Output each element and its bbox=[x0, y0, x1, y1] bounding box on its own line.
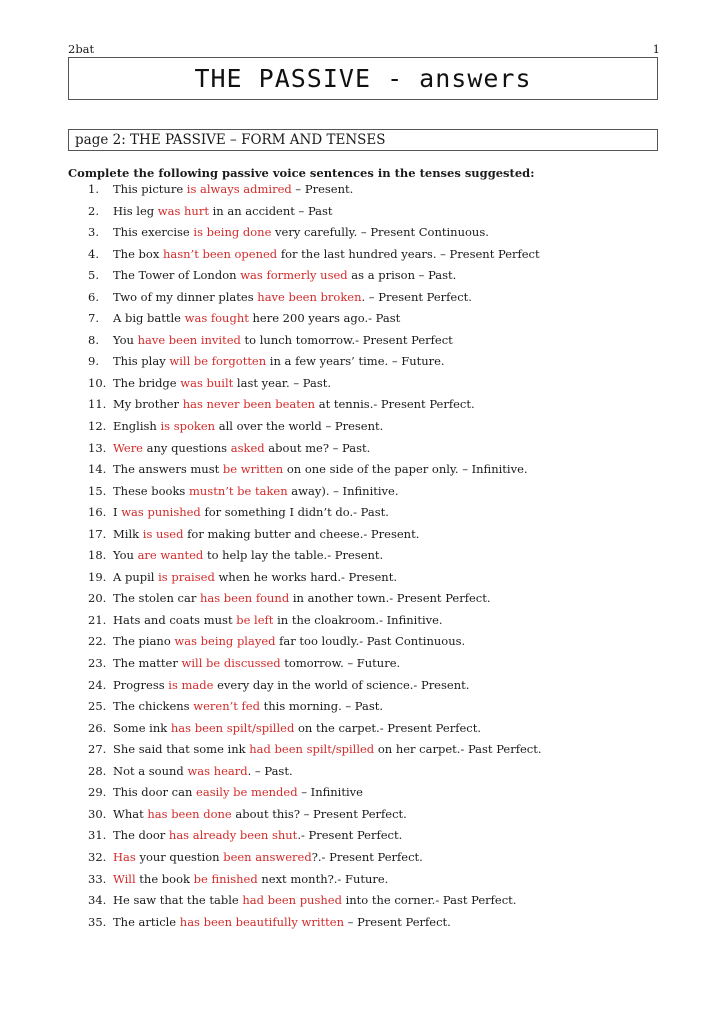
item-number: 13. bbox=[88, 440, 107, 455]
sentence-text: very carefully. – Present Continuous. bbox=[271, 225, 489, 240]
passive-answer: is praised bbox=[158, 569, 215, 584]
item-sentence bbox=[113, 201, 333, 223]
item-sentence bbox=[113, 804, 407, 826]
list-item bbox=[68, 761, 668, 783]
passive-answer: weren’t fed bbox=[193, 699, 260, 714]
sentence-text: The bridge bbox=[113, 375, 181, 390]
passive-answer: has been done bbox=[147, 806, 232, 821]
list-item bbox=[68, 567, 668, 589]
item-number: 16. bbox=[88, 505, 107, 520]
item-number: 32. bbox=[88, 849, 107, 864]
list-item bbox=[68, 373, 668, 395]
sentence-text: as a prison – Past. bbox=[347, 268, 457, 283]
list-item bbox=[68, 502, 668, 524]
item-sentence bbox=[113, 179, 353, 201]
passive-answer: is spoken bbox=[160, 419, 216, 434]
sentence-text: – Infinitive bbox=[297, 785, 363, 800]
list-item bbox=[68, 869, 668, 891]
sentence-text: A big battle bbox=[113, 311, 185, 326]
sentence-text: on one side of the paper only. – Infinitive. bbox=[283, 462, 528, 477]
sentence-text: The door bbox=[113, 828, 169, 843]
list-item bbox=[68, 308, 668, 330]
passive-answer: was punished bbox=[121, 505, 201, 520]
sentence-text: in another town.- Present Perfect. bbox=[289, 591, 491, 606]
sentence-text: Hats and coats must bbox=[113, 612, 237, 627]
item-number: 1. bbox=[88, 182, 99, 196]
sentence-text: – Present. bbox=[291, 182, 354, 196]
item-number: 11. bbox=[88, 397, 107, 412]
list-item bbox=[68, 416, 668, 438]
list-item bbox=[68, 524, 668, 546]
list-item bbox=[68, 631, 668, 653]
item-number: 24. bbox=[88, 677, 107, 692]
list-item bbox=[68, 545, 668, 567]
sentence-text: to help lay the table.- Present. bbox=[203, 548, 384, 563]
sentence-text: This play bbox=[113, 354, 170, 369]
list-item bbox=[68, 588, 668, 610]
item-number: 4. bbox=[88, 246, 99, 261]
sentence-text: This door can bbox=[113, 785, 197, 800]
item-sentence bbox=[113, 631, 465, 653]
list-item bbox=[68, 739, 668, 761]
passive-answer: have been invited bbox=[137, 332, 241, 347]
list-item bbox=[68, 265, 668, 287]
item-sentence bbox=[113, 890, 516, 912]
passive-answer: was being played bbox=[174, 634, 276, 649]
item-sentence bbox=[113, 588, 491, 610]
item-sentence bbox=[113, 373, 331, 395]
passive-answer: have been broken bbox=[257, 289, 362, 304]
passive-answer: was built bbox=[180, 375, 234, 390]
passive-answer: had been pushed bbox=[242, 893, 342, 908]
sentence-text: here 200 years ago.- Past bbox=[248, 311, 401, 326]
passive-answer: has never been beaten bbox=[182, 397, 316, 412]
sentence-text: Some ink bbox=[113, 720, 171, 735]
passive-answer: Will bbox=[113, 871, 136, 886]
sentence-text: every day in the world of science.- Present. bbox=[213, 677, 470, 692]
list-item bbox=[68, 287, 668, 309]
list-item bbox=[68, 718, 668, 740]
passive-answer: is used bbox=[142, 526, 184, 541]
page-header bbox=[68, 42, 660, 56]
list-item bbox=[68, 825, 668, 847]
item-sentence bbox=[113, 351, 445, 373]
item-sentence bbox=[113, 394, 475, 416]
passive-answer: hasn’t been opened bbox=[162, 246, 278, 261]
sentence-text: English bbox=[113, 419, 161, 434]
item-number: 15. bbox=[88, 483, 107, 498]
list-item bbox=[68, 804, 668, 826]
sentence-text: The box bbox=[113, 246, 163, 261]
item-sentence bbox=[113, 825, 402, 847]
sentence-text: Milk bbox=[113, 526, 143, 541]
list-item bbox=[68, 481, 668, 503]
passive-answer: asked bbox=[230, 440, 265, 455]
passive-answer: been answered bbox=[223, 849, 312, 864]
sentence-text: into the corner.- Past Perfect. bbox=[341, 893, 517, 908]
item-sentence bbox=[113, 287, 472, 309]
list-item bbox=[68, 244, 668, 266]
sentence-text: your question bbox=[135, 849, 224, 864]
passive-answer: had been spilt/spilled bbox=[249, 742, 375, 757]
item-number: 19. bbox=[88, 569, 107, 584]
sentence-text: I bbox=[113, 505, 122, 520]
item-sentence bbox=[113, 567, 397, 589]
item-number: 26. bbox=[88, 720, 107, 735]
sentence-text: away). – Infinitive. bbox=[287, 483, 399, 498]
item-sentence bbox=[113, 675, 469, 697]
sentence-text: The matter bbox=[113, 656, 182, 671]
sentence-text: this morning. – Past. bbox=[259, 699, 384, 714]
page-number: 1 bbox=[652, 42, 660, 56]
passive-answer: Were bbox=[113, 440, 143, 455]
item-number: 28. bbox=[88, 763, 107, 778]
sentence-text: . – Past. bbox=[247, 763, 293, 778]
sentence-text: What bbox=[113, 806, 148, 821]
sentence-text: ?.- Present Perfect. bbox=[311, 849, 423, 864]
item-number: 29. bbox=[88, 785, 107, 800]
list-item bbox=[68, 222, 668, 244]
sentence-text: Not a sound bbox=[113, 763, 188, 778]
sentence-text: – Present Perfect. bbox=[344, 914, 451, 929]
item-sentence bbox=[113, 912, 451, 934]
item-sentence bbox=[113, 782, 363, 804]
list-item bbox=[68, 179, 668, 201]
item-number: 12. bbox=[88, 419, 107, 434]
passive-answer: are wanted bbox=[137, 548, 204, 563]
item-sentence bbox=[113, 653, 400, 675]
item-sentence bbox=[113, 545, 383, 567]
passive-answer: will be discussed bbox=[181, 656, 281, 671]
passive-answer: easily be mended bbox=[196, 785, 298, 800]
sentence-text: . – Present Perfect. bbox=[361, 289, 472, 304]
item-number: 22. bbox=[88, 634, 107, 649]
sentence-text: for something I didn’t do.- Past. bbox=[200, 505, 389, 520]
sentence-text: .- Present Perfect. bbox=[297, 828, 403, 843]
sentence-text: on her carpet.- Past Perfect. bbox=[374, 742, 542, 757]
item-sentence bbox=[113, 847, 423, 869]
sentence-text: His leg bbox=[113, 203, 158, 218]
item-sentence bbox=[113, 244, 540, 266]
item-sentence bbox=[113, 222, 489, 244]
sentence-text: the book bbox=[135, 871, 194, 886]
list-item bbox=[68, 675, 668, 697]
item-number: 5. bbox=[88, 268, 99, 283]
section-heading: page 2: THE PASSIVE – FORM AND TENSES bbox=[75, 132, 386, 148]
sentence-text: any questions bbox=[143, 440, 231, 455]
list-item bbox=[68, 847, 668, 869]
list-item bbox=[68, 394, 668, 416]
sentence-text: The stolen car bbox=[113, 591, 200, 606]
item-sentence bbox=[113, 761, 293, 783]
item-sentence bbox=[113, 265, 456, 287]
header-course-label: 2bat bbox=[68, 42, 95, 56]
item-sentence bbox=[113, 739, 542, 761]
item-number: 20. bbox=[88, 591, 107, 606]
answer-list bbox=[68, 179, 668, 933]
sentence-text: about me? – Past. bbox=[264, 440, 371, 455]
sentence-text: My brother bbox=[113, 397, 183, 412]
item-number: 23. bbox=[88, 656, 107, 671]
item-sentence bbox=[113, 438, 370, 460]
item-number: 14. bbox=[88, 462, 107, 477]
item-sentence bbox=[113, 330, 453, 352]
sentence-text: for the last hundred years. – Present Perfect bbox=[277, 246, 540, 261]
item-number: 33. bbox=[88, 871, 107, 886]
passive-answer: was formerly used bbox=[240, 268, 348, 283]
sentence-text: in the cloakroom.- Infinitive. bbox=[273, 612, 443, 627]
sentence-text: The article bbox=[113, 914, 180, 929]
list-item bbox=[68, 610, 668, 632]
passive-answer: has been found bbox=[199, 591, 290, 606]
item-sentence bbox=[113, 696, 383, 718]
sentence-text: The chickens bbox=[113, 699, 194, 714]
item-number: 3. bbox=[88, 225, 99, 240]
item-sentence bbox=[113, 416, 383, 438]
item-sentence bbox=[113, 718, 481, 740]
sentence-text: The piano bbox=[113, 634, 175, 649]
item-number: 31. bbox=[88, 828, 107, 843]
sentence-text: She said that some ink bbox=[113, 742, 250, 757]
item-number: 6. bbox=[88, 289, 99, 304]
passive-answer: is made bbox=[168, 677, 214, 692]
sentence-text: next month?.- Future. bbox=[257, 871, 389, 886]
instructions: Complete the following passive voice sentences in the tenses suggested: bbox=[68, 166, 535, 180]
passive-answer: has been beautifully written bbox=[179, 914, 345, 929]
sentence-text: These books bbox=[113, 483, 189, 498]
passive-answer: be left bbox=[236, 612, 274, 627]
sentence-text: Progress bbox=[113, 677, 169, 692]
passive-answer: is always admired bbox=[186, 182, 292, 196]
passive-answer: was hurt bbox=[157, 203, 209, 218]
passive-answer: Has bbox=[113, 849, 136, 864]
item-number: 30. bbox=[88, 806, 107, 821]
sentence-text: to lunch tomorrow.- Present Perfect bbox=[240, 332, 453, 347]
item-number: 7. bbox=[88, 311, 99, 326]
item-sentence bbox=[113, 459, 528, 481]
passive-answer: will be forgotten bbox=[169, 354, 267, 369]
passive-answer: be written bbox=[222, 462, 284, 477]
item-number: 9. bbox=[88, 354, 99, 369]
sentence-text: at tennis.- Present Perfect. bbox=[315, 397, 475, 412]
passive-answer: was fought bbox=[184, 311, 249, 326]
sentence-text: far too loudly.- Past Continuous. bbox=[275, 634, 466, 649]
item-number: 2. bbox=[88, 203, 99, 218]
list-item bbox=[68, 201, 668, 223]
item-sentence bbox=[113, 481, 399, 503]
passive-answer: is being done bbox=[193, 225, 272, 240]
sentence-text: when he works hard.- Present. bbox=[214, 569, 397, 584]
sentence-text: Two of my dinner plates bbox=[113, 289, 258, 304]
title-box bbox=[68, 57, 658, 100]
item-sentence bbox=[113, 610, 443, 632]
sentence-text: in an accident – Past bbox=[208, 203, 333, 218]
sentence-text: for making butter and cheese.- Present. bbox=[183, 526, 420, 541]
sentence-text: on the carpet.- Present Perfect. bbox=[294, 720, 481, 735]
passive-answer: was heard bbox=[187, 763, 248, 778]
item-number: 10. bbox=[88, 375, 107, 390]
item-sentence bbox=[113, 869, 388, 891]
item-sentence bbox=[113, 308, 400, 330]
sentence-text: This exercise bbox=[113, 225, 194, 240]
item-number: 18. bbox=[88, 548, 107, 563]
sentence-text: This picture bbox=[113, 182, 187, 196]
sentence-text: The answers must bbox=[113, 462, 223, 477]
passive-answer: be finished bbox=[193, 871, 258, 886]
item-number: 25. bbox=[88, 699, 107, 714]
item-number: 17. bbox=[88, 526, 107, 541]
passive-answer: has already been shut bbox=[168, 828, 298, 843]
sentence-text: You bbox=[113, 332, 138, 347]
item-number: 35. bbox=[88, 914, 107, 929]
item-number: 27. bbox=[88, 742, 107, 757]
item-sentence bbox=[113, 524, 419, 546]
item-number: 21. bbox=[88, 612, 107, 627]
sentence-text: all over the world – Present. bbox=[215, 419, 384, 434]
item-number: 34. bbox=[88, 893, 107, 908]
list-item bbox=[68, 782, 668, 804]
passive-answer: has been spilt/spilled bbox=[170, 720, 295, 735]
document-title: THE PASSIVE - answers bbox=[194, 64, 532, 93]
list-item bbox=[68, 890, 668, 912]
list-item bbox=[68, 696, 668, 718]
list-item bbox=[68, 330, 668, 352]
sentence-text: A pupil bbox=[113, 569, 159, 584]
sentence-text: The Tower of London bbox=[113, 268, 241, 283]
sentence-text: He saw that the table bbox=[113, 893, 243, 908]
list-item bbox=[68, 351, 668, 373]
item-number: 8. bbox=[88, 332, 99, 347]
list-item bbox=[68, 912, 668, 934]
passive-answer: mustn’t be taken bbox=[188, 483, 288, 498]
sentence-text: You bbox=[113, 548, 138, 563]
item-sentence bbox=[113, 502, 389, 524]
sentence-text: tomorrow. – Future. bbox=[280, 656, 401, 671]
section-heading-box bbox=[68, 129, 658, 151]
sentence-text: in a few years’ time. – Future. bbox=[266, 354, 445, 369]
sentence-text: last year. – Past. bbox=[233, 375, 332, 390]
list-item bbox=[68, 653, 668, 675]
list-item bbox=[68, 438, 668, 460]
list-item bbox=[68, 459, 668, 481]
sentence-text: about this? – Present Perfect. bbox=[231, 806, 407, 821]
